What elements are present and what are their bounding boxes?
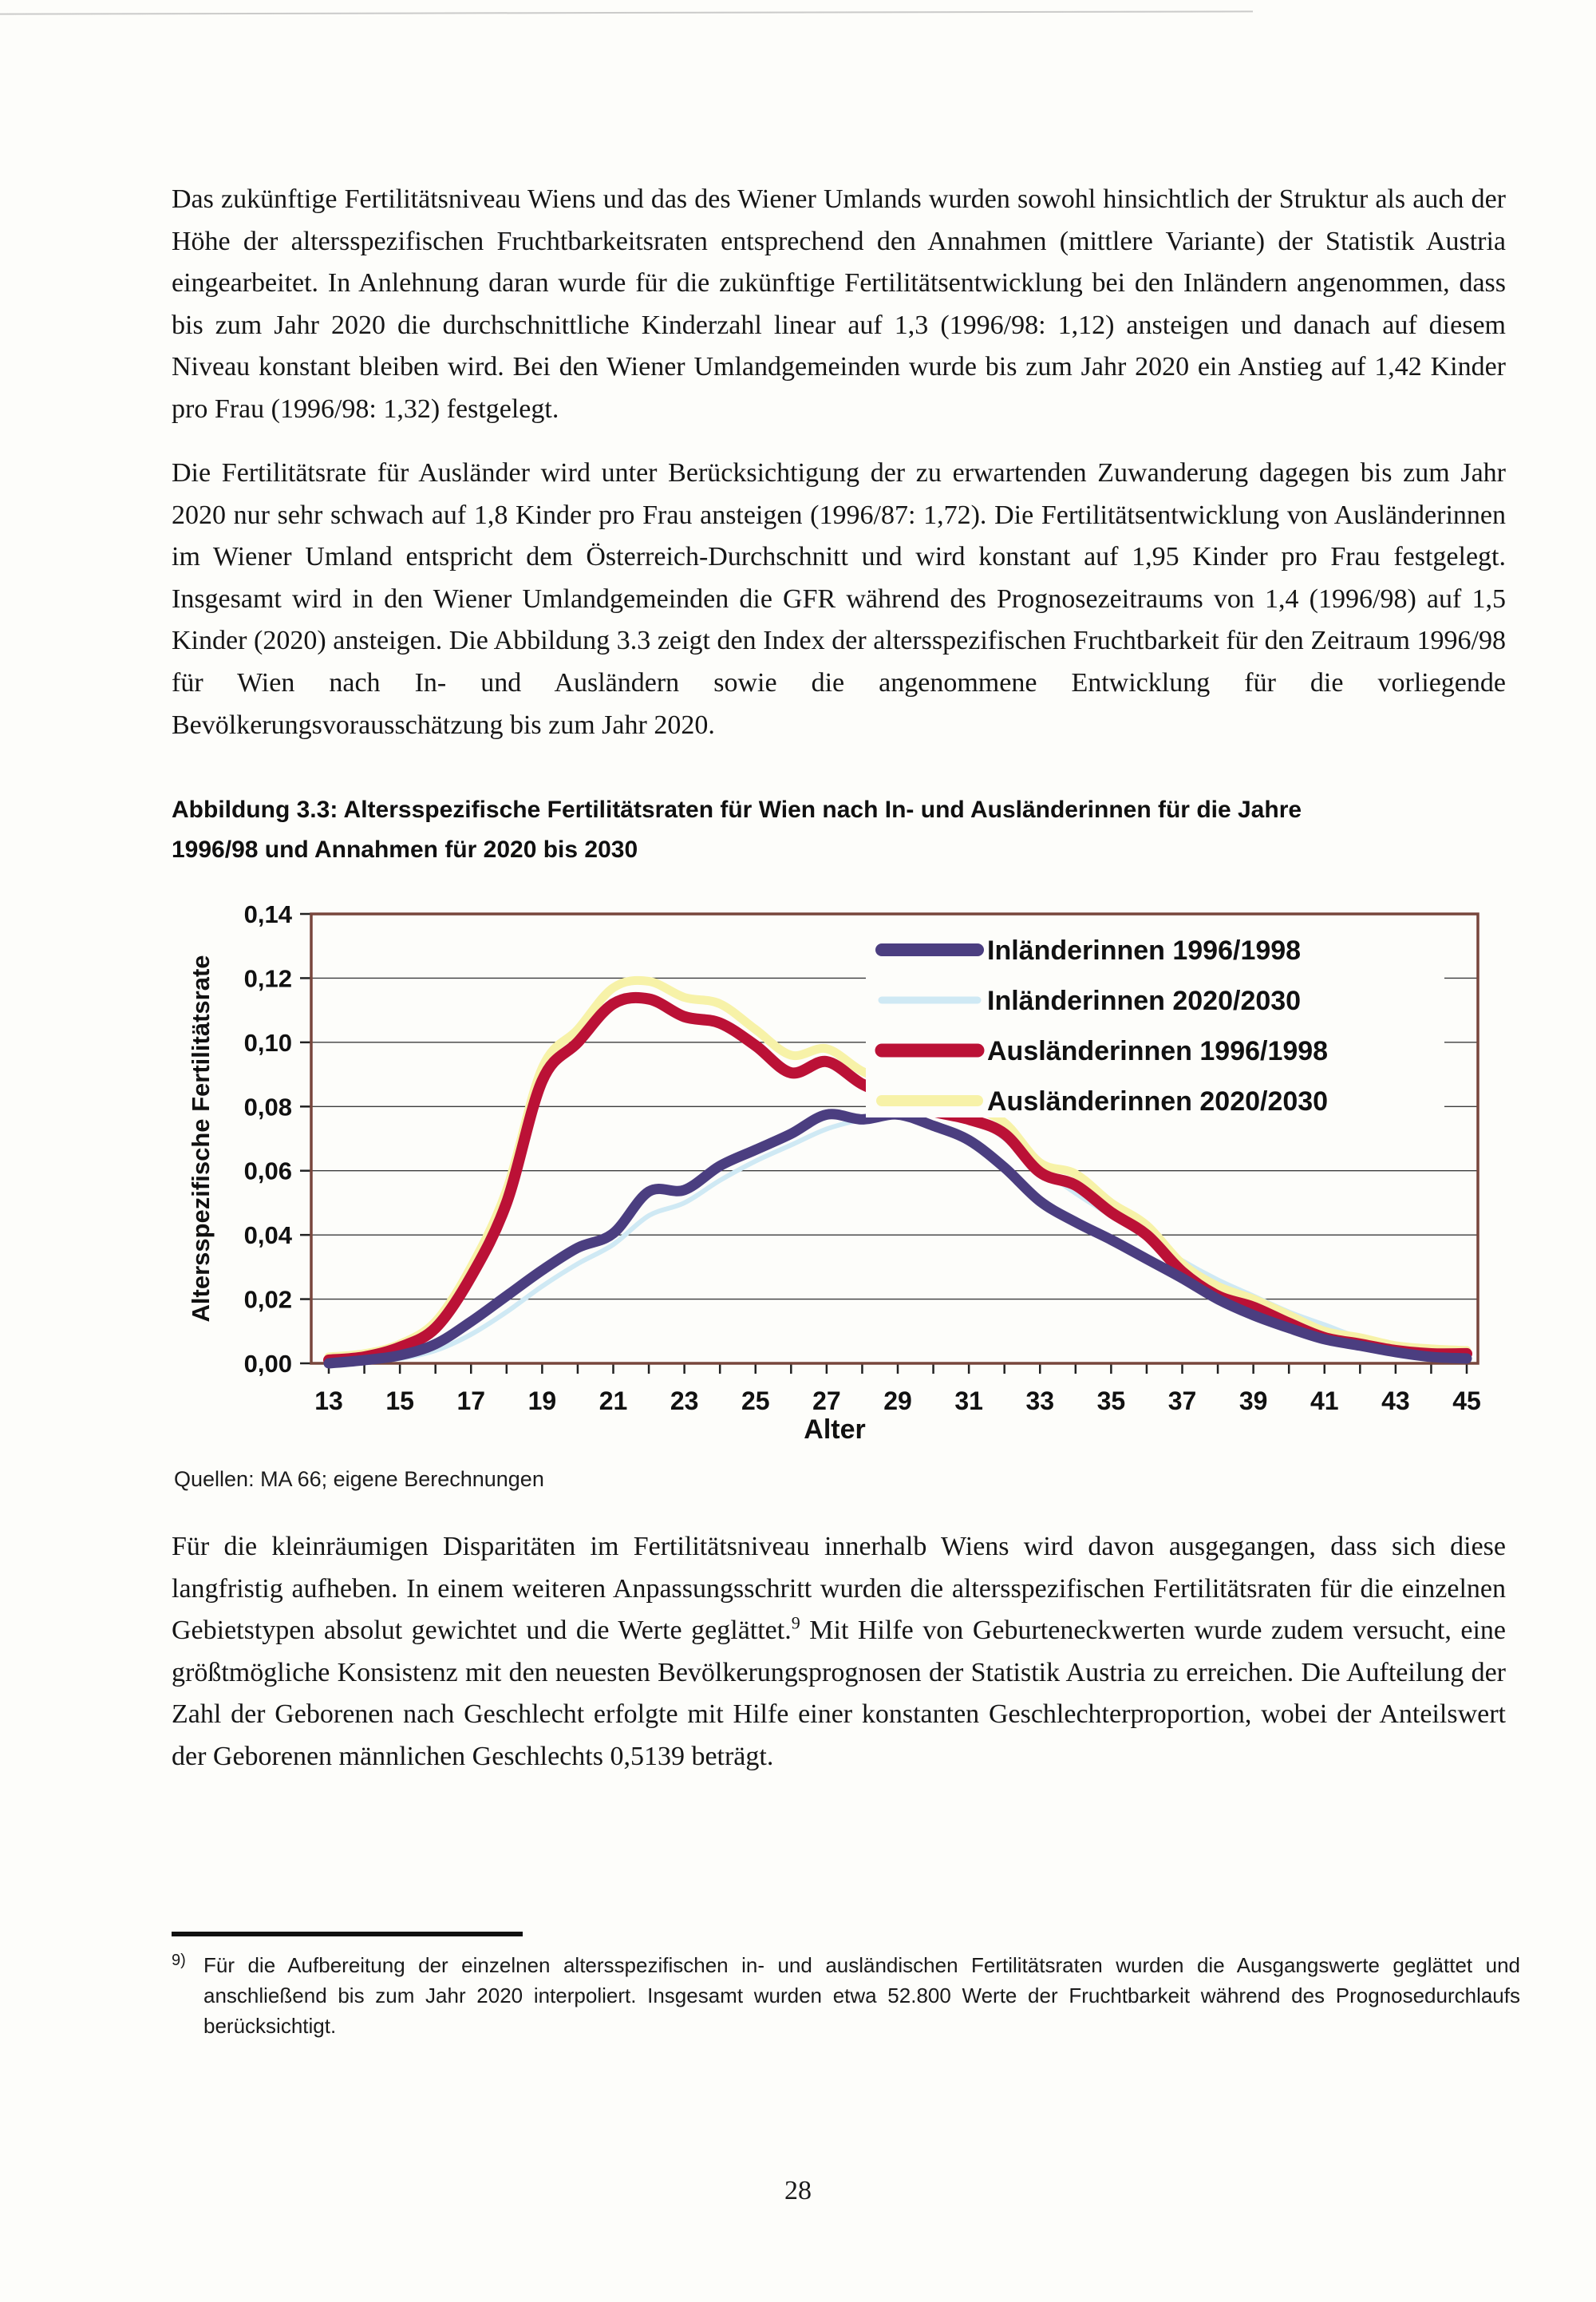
svg-text:37: 37	[1167, 1386, 1197, 1415]
paragraph-foreigner-fertility: Die Fertilitätsrate für Ausländer wird unter Berücksichtigung der zu erwartenden Zuwanderung dagegen bis zum Jahr 2020 nur sehr schwach auf 1,8 Kinder pro Frau ansteigen (1996/87: 1,72). Die Fertilitätsentwicklung von Ausländerinnen im Wiener Umland entspricht dem Österreich-Durchschnitt und wird konstant auf 1,95 Kinder pro Frau festgelegt. Insgesamt wird in den Wiener Umlandgemeinden die GFR während des Prognosezeitraums von 1,4 (1996/98) auf 1,5 Kinder (2020) ansteigen. Die Abbildung 3.3 zeigt den Index der altersspezifischen Fruchtbarkeit für den Zeitraum 1996/98 für Wien nach In- und Ausländern sowie die angenommene Entwicklung für die vorliegende Bevölkerungsvorausschätzung bis zum Jahr 2020.	[172, 458, 1506, 740]
legend-label: Ausländerinnen 1996/1998	[987, 1036, 1329, 1066]
svg-text:0,02: 0,02	[243, 1285, 292, 1314]
svg-text:0,12: 0,12	[243, 964, 292, 993]
svg-text:35: 35	[1096, 1386, 1126, 1415]
legend-label: Inländerinnen 2020/2030	[987, 986, 1302, 1016]
paragraph-3-part-a: Für die kleinräumigen Disparitäten im Fertilitätsniveau innerhalb Wiens wird davon ausgegangen, dass sich diese langfristig aufheben. In einem weiteren Anpassungsschritt wurden die altersspezifischen Fertilitätsraten für die einzelnen Gebietstypen absolut gewichtet und die Werte geglättet.	[172, 1532, 1506, 1646]
svg-text:0,04: 0,04	[243, 1221, 292, 1250]
scan-artifact-line	[0, 10, 1253, 14]
svg-text:0,14: 0,14	[243, 900, 292, 928]
x-axis	[314, 1363, 1481, 1415]
svg-text:19: 19	[527, 1386, 557, 1415]
svg-text:15: 15	[385, 1386, 414, 1415]
svg-text:23: 23	[670, 1386, 699, 1415]
svg-text:41: 41	[1310, 1386, 1339, 1415]
svg-text:0,10: 0,10	[243, 1028, 292, 1057]
legend-label: Inländerinnen 1996/1998	[987, 935, 1302, 966]
svg-text:27: 27	[812, 1386, 841, 1415]
x-axis-title: Alter	[804, 1414, 866, 1445]
fertility-line-chart	[0, 870, 1596, 1477]
series-Inländerinnen-1996-1998	[329, 1114, 1467, 1363]
svg-text:29: 29	[883, 1386, 912, 1415]
svg-text:0,00: 0,00	[243, 1350, 292, 1378]
svg-text:0,08: 0,08	[243, 1093, 292, 1121]
footnote-reference: 9	[791, 1612, 800, 1633]
y-axis-title: Altersspezifische Fertilitätsrate	[187, 955, 215, 1323]
figure-caption: Abbildung 3.3: Altersspezifische Fertilitätsraten für Wien nach In- und Ausländerinnen für die Jahre 1996/98 und Annahmen für 2020 bis 2030	[172, 797, 1302, 863]
svg-text:31: 31	[954, 1386, 983, 1415]
svg-text:25: 25	[741, 1386, 770, 1415]
svg-text:45: 45	[1452, 1386, 1481, 1415]
svg-text:17: 17	[456, 1386, 486, 1415]
footnote-separator	[172, 1932, 523, 1936]
paragraph-3-part-b: Mit Hilfe von Geburteneckwerten wurde zudem versucht, eine größtmögliche Konsistenz mit den neuesten Bevölkerungsprognosen der Statistik Austria zu erreichen. Die Aufteilung der Zahl der Geborenen nach Geschlecht erfolgte mit Hilfe einer konstanten Geschlechterproportion, wobei der Anteilswert der Geborenen männlichen Geschlechts 0,5139 beträgt.	[172, 1616, 1507, 1771]
paragraph-small-area-disparities	[172, 1526, 1506, 1778]
svg-text:43: 43	[1381, 1386, 1410, 1415]
svg-text:21: 21	[598, 1386, 628, 1415]
page-number: 28	[784, 2176, 812, 2205]
figure-source: Quellen: MA 66; eigene Berechnungen	[174, 1467, 544, 1491]
paragraph-fertility-assumptions: Das zukünftige Fertilitätsniveau Wiens und das des Wiener Umlands wurden sowohl hinsichtlich der Struktur als auch der Höhe der altersspezifischen Fruchtbarkeitsraten entsprechend den Annahmen (mittlere Variante) der Statistik Austria eingearbeitet. In Anlehnung daran wurde für die zukünftige Fertilitätsentwicklung bei den Inländern angenommen, dass bis zum Jahr 2020 die durchschnittliche Kinderzahl linear auf 1,3 (1996/98: 1,12) ansteigen und danach auf diesem Niveau konstant bleiben wird. Bei den Wiener Umlandgemeinden wurde bis zum Jahr 2020 ein Anstieg auf 1,42 Kinder pro Frau (1996/98: 1,32) festgelegt.	[172, 184, 1506, 424]
footnote-text: Für die Aufbereitung der einzelnen altersspezifischen in- und ausländischen Fertilitätsraten wurden die Ausgangswerte geglättet und anschließend bis zum Jahr 2020 interpoliert. Insgesamt wurden etwa 52.800 Werte der Fruchtbarkeit während des Prognosedurchlaufs berücksichtigt.	[203, 1953, 1520, 2038]
legend-label: Ausländerinnen 2020/2030	[987, 1086, 1329, 1117]
svg-text:33: 33	[1025, 1386, 1055, 1415]
svg-text:39: 39	[1238, 1386, 1268, 1415]
legend	[866, 920, 1444, 1117]
y-axis	[244, 900, 311, 1378]
footnote	[172, 1950, 1520, 2041]
fertility-chart-figure	[0, 870, 1596, 1477]
svg-text:13: 13	[314, 1386, 343, 1415]
footnote-marker: 9)	[172, 1952, 186, 1969]
svg-text:0,06: 0,06	[243, 1157, 292, 1185]
